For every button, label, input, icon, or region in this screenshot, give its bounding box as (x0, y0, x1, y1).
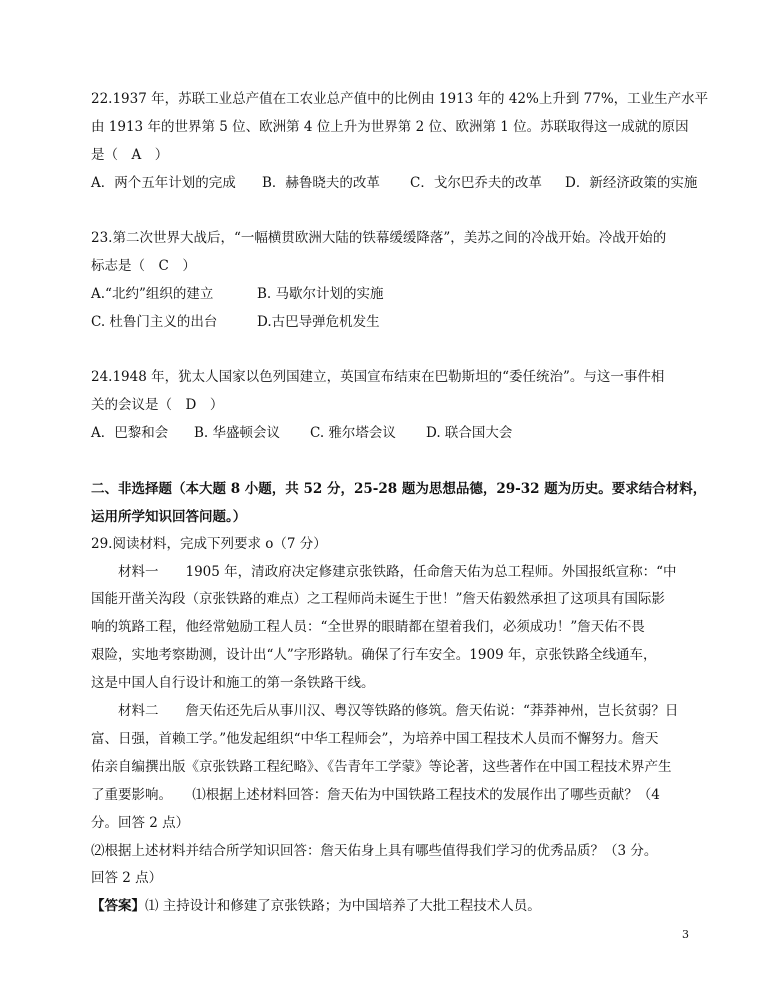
section-2-heading-line-2: 运用所学知识回答问题。） (91, 509, 247, 525)
q22-option-a: A．两个五年计划的完成 (91, 175, 236, 191)
q29-question-2-line: ⑵根据上述材料并结合所学知识回答：詹天佑身上具有哪些值得我们学习的优秀品质？（3 分。 (91, 843, 658, 859)
q23-option-c: C. 杜鲁门主义的出台 (91, 314, 218, 330)
q29-answer (91, 897, 541, 915)
q22-option-b: B．赫鲁晓夫的改革 (262, 175, 380, 191)
q23-line-1: 23.第二次世界大战后，“一幅横贯欧洲大陆的铁幕缓缓降落”，美苏之间的冷战开始。冷战开始的 (91, 230, 667, 246)
q24-option-c: C. 雅尔塔会议 (310, 425, 396, 441)
q23-option-b: B. 马歇尔计划的实施 (257, 286, 384, 302)
section-2-heading-line-1: 二、非选择题（本大题 8 小题，共 52 分，25-28 题为思想品德，29-32 题为历史。要求结合材料， (91, 481, 707, 497)
q29-material-2-line: 佑亲自编撰出版《京张铁路工程纪略》、《告青年工学蒙》等论著，这些著作在中国工程技术界产生 (91, 759, 672, 775)
q29-heading: 29.阅读材料，完成下列要求 o（7 分） (91, 536, 327, 552)
q23-option-a: A.“北约”组织的建立 (91, 286, 214, 302)
q22-line-1: 22.1937 年，苏联工业总产值在工农业总产值中的比例由 1913 年的 42%上升到 77%，工业生产水平 (91, 91, 709, 107)
q29-material-1-line: 艰险，实地考察勘测，设计出“人”字形路轨。确保了行车安全。1909 年，京张铁路全线通车， (91, 647, 657, 663)
q29-material-1-line: 国能开凿关沟段（京张铁路的难点）之工程师尚未诞生于世！”詹天佑毅然承担了这项具有国际影 (91, 591, 665, 607)
answer-tag: 【答案】 (91, 898, 145, 914)
q23-options-row-2 (91, 313, 380, 331)
q29-material-2-line: 富、日强，首赖工学。”他发起组织“中华工程师会”，为培养中国工程技术人员而不懈努力。詹天 (91, 731, 659, 747)
q24-options (91, 424, 512, 442)
q22-option-d: D．新经济政策的实施 (565, 175, 698, 191)
answer-text: ⑴ 主持设计和修建了京张铁路；为中国培养了大批工程技术人员。 (145, 898, 541, 914)
q29-material-2-line: 了重要影响。 ⑴根据上述材料回答：詹天佑为中国铁路工程技术的发展作出了哪些贡献？（4 (91, 787, 660, 803)
q24-option-d: D. 联合国大会 (426, 425, 513, 441)
q24-line-2: 关的会议是（ D ） (91, 397, 224, 413)
q23-line-2: 标志是（ C ） (91, 258, 196, 274)
q29-material-1-line: 材料一 1905 年，清政府决定修建京张铁路，任命詹天佑为总工程师。外国报纸宣称：“中 (118, 564, 677, 580)
q29-material-2-line: 分。回答 2 点） (91, 815, 190, 831)
q23-option-d: D.古巴导弹危机发生 (257, 314, 380, 330)
q24-option-b: B. 华盛顿会议 (194, 425, 281, 441)
q22-options (91, 174, 697, 192)
q22-option-c: C．戈尔巴乔夫的改革 (410, 175, 542, 191)
q22-line-2: 由 1913 年的世界第 5 位、欧洲第 4 位上升为世界第 2 位、欧洲第 1 位。苏联取得这一成就的原因 (91, 119, 689, 135)
q22-line-3: 是（ A ） (91, 147, 169, 163)
q29-material-1-line: 这是中国人自行设计和施工的第一条铁路干线。 (91, 675, 375, 691)
q24-line-1: 24.1948 年，犹太人国家以色列国建立，英国宣布结束在巴勒斯坦的“委任统治”。与这一事件相 (91, 369, 665, 385)
page-number: 3 (682, 928, 689, 941)
q24-option-a: A．巴黎和会 (91, 425, 169, 441)
q29-question-2-line: 回答 2 点） (91, 870, 163, 886)
q29-material-2-line: 材料二 詹天佑还先后从事川汉、粤汉等铁路的修筑。詹天佑说：“莽莽神州，岂长贫弱？日 (118, 703, 679, 719)
q23-options-row-1 (91, 285, 384, 303)
q29-material-1-line: 响的筑路工程，他经常勉励工程人员：“全世界的眼睛都在望着我们，必须成功！”詹天佑不畏 (91, 619, 645, 635)
